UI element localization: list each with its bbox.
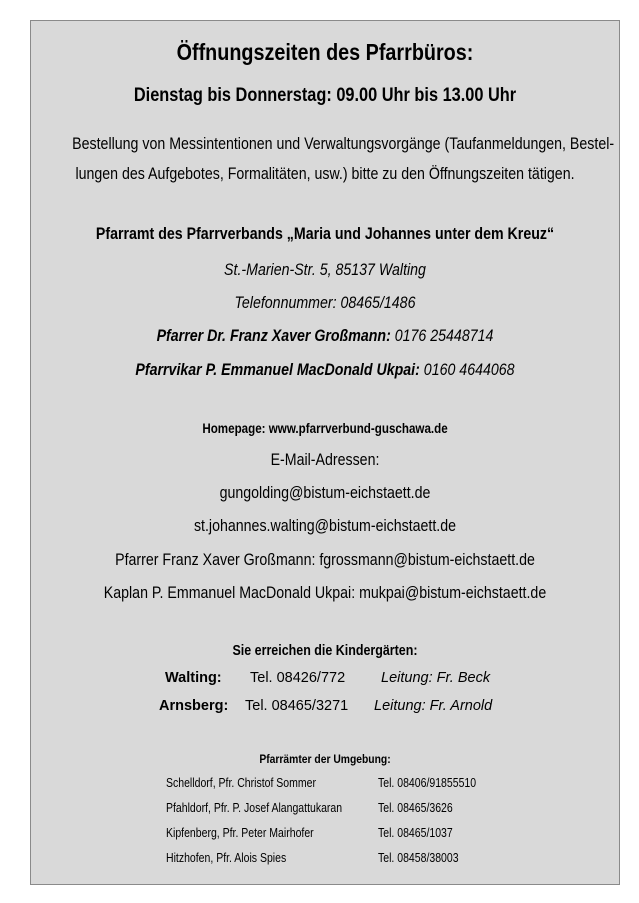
parish-office-tel: Tel. 08458/38003 bbox=[378, 851, 459, 865]
kindergarten-tel: Tel. 08465/3271 bbox=[245, 698, 349, 714]
email-address[interactable]: Pfarrer Franz Xaver Großmann: fgrossmann@bistum-eichstaett.de bbox=[115, 551, 535, 569]
vicar-phone: 0160 4644068 bbox=[419, 361, 515, 379]
parish-office-name: Pfahldorf, Pfr. P. Josef Alangattukaran bbox=[166, 801, 343, 815]
vicar-contact bbox=[72, 361, 578, 380]
page-title: Öffnungszeiten des Pfarrbüros: bbox=[176, 39, 474, 65]
pastor-contact bbox=[72, 327, 578, 346]
office-hours: Dienstag bis Donnerstag: 09.00 Uhr bis 13.00 Uhr bbox=[133, 85, 517, 106]
pastor-name: Pfarrer Dr. Franz Xaver Großmann: bbox=[156, 327, 391, 345]
kindergarten-heading: Sie erreichen die Kindergärten: bbox=[232, 643, 418, 659]
parish-office-tel: Tel. 08465/3626 bbox=[378, 801, 453, 815]
parish-office-tel: Tel. 08465/1037 bbox=[378, 826, 453, 840]
kindergarten-lead: Leitung: Fr. Arnold bbox=[374, 698, 493, 714]
homepage-link[interactable]: Homepage: www.pfarrverbund-guschawa.de bbox=[202, 421, 448, 436]
parish-phone: Telefonnummer: 08465/1486 bbox=[234, 294, 416, 312]
email-heading: E-Mail-Adressen: bbox=[270, 451, 380, 469]
vicar-name: Pfarrvikar P. Emmanuel MacDonald Ukpai: bbox=[135, 361, 420, 379]
kindergarten-place: Arnsberg: bbox=[159, 698, 229, 714]
parish-heading: Pfarramt des Pfarrverbands „Maria und Johannes unter dem Kreuz“ bbox=[95, 225, 555, 243]
kindergarten-place: Walting: bbox=[165, 670, 222, 686]
intro-line-1: Bestellung von Messintentionen und Verwaltungsvorgänge (Taufanmeldungen, Bestel- bbox=[72, 135, 615, 153]
parish-address: St.-Marien-Str. 5, 85137 Walting bbox=[224, 261, 426, 279]
email-address[interactable]: gungolding@bistum-eichstaett.de bbox=[219, 484, 431, 502]
email-address[interactable]: Kaplan P. Emmanuel MacDonald Ukpai: mukpai@bistum-eichstaett.de bbox=[103, 584, 547, 602]
info-panel bbox=[30, 20, 620, 885]
intro-line-2: lungen des Aufgebotes, Formalitäten, usw.) bitte zu den Öffnungszeiten tätigen. bbox=[75, 165, 575, 183]
email-address[interactable]: st.johannes.walting@bistum-eichstaett.de bbox=[193, 517, 457, 535]
parish-office-tel: Tel. 08406/91855510 bbox=[378, 776, 477, 790]
parish-office-name: Kipfenberg, Pfr. Peter Mairhofer bbox=[166, 826, 314, 840]
parish-office-name: Schelldorf, Pfr. Christof Sommer bbox=[166, 776, 316, 790]
parish-office-name: Hitzhofen, Pfr. Alois Spies bbox=[166, 851, 287, 865]
surroundings-heading: Pfarrämter der Umgebung: bbox=[259, 752, 391, 766]
kindergarten-lead: Leitung: Fr. Beck bbox=[381, 670, 491, 686]
kindergarten-tel: Tel. 08426/772 bbox=[250, 670, 346, 686]
pastor-phone: 0176 25448714 bbox=[390, 327, 494, 345]
